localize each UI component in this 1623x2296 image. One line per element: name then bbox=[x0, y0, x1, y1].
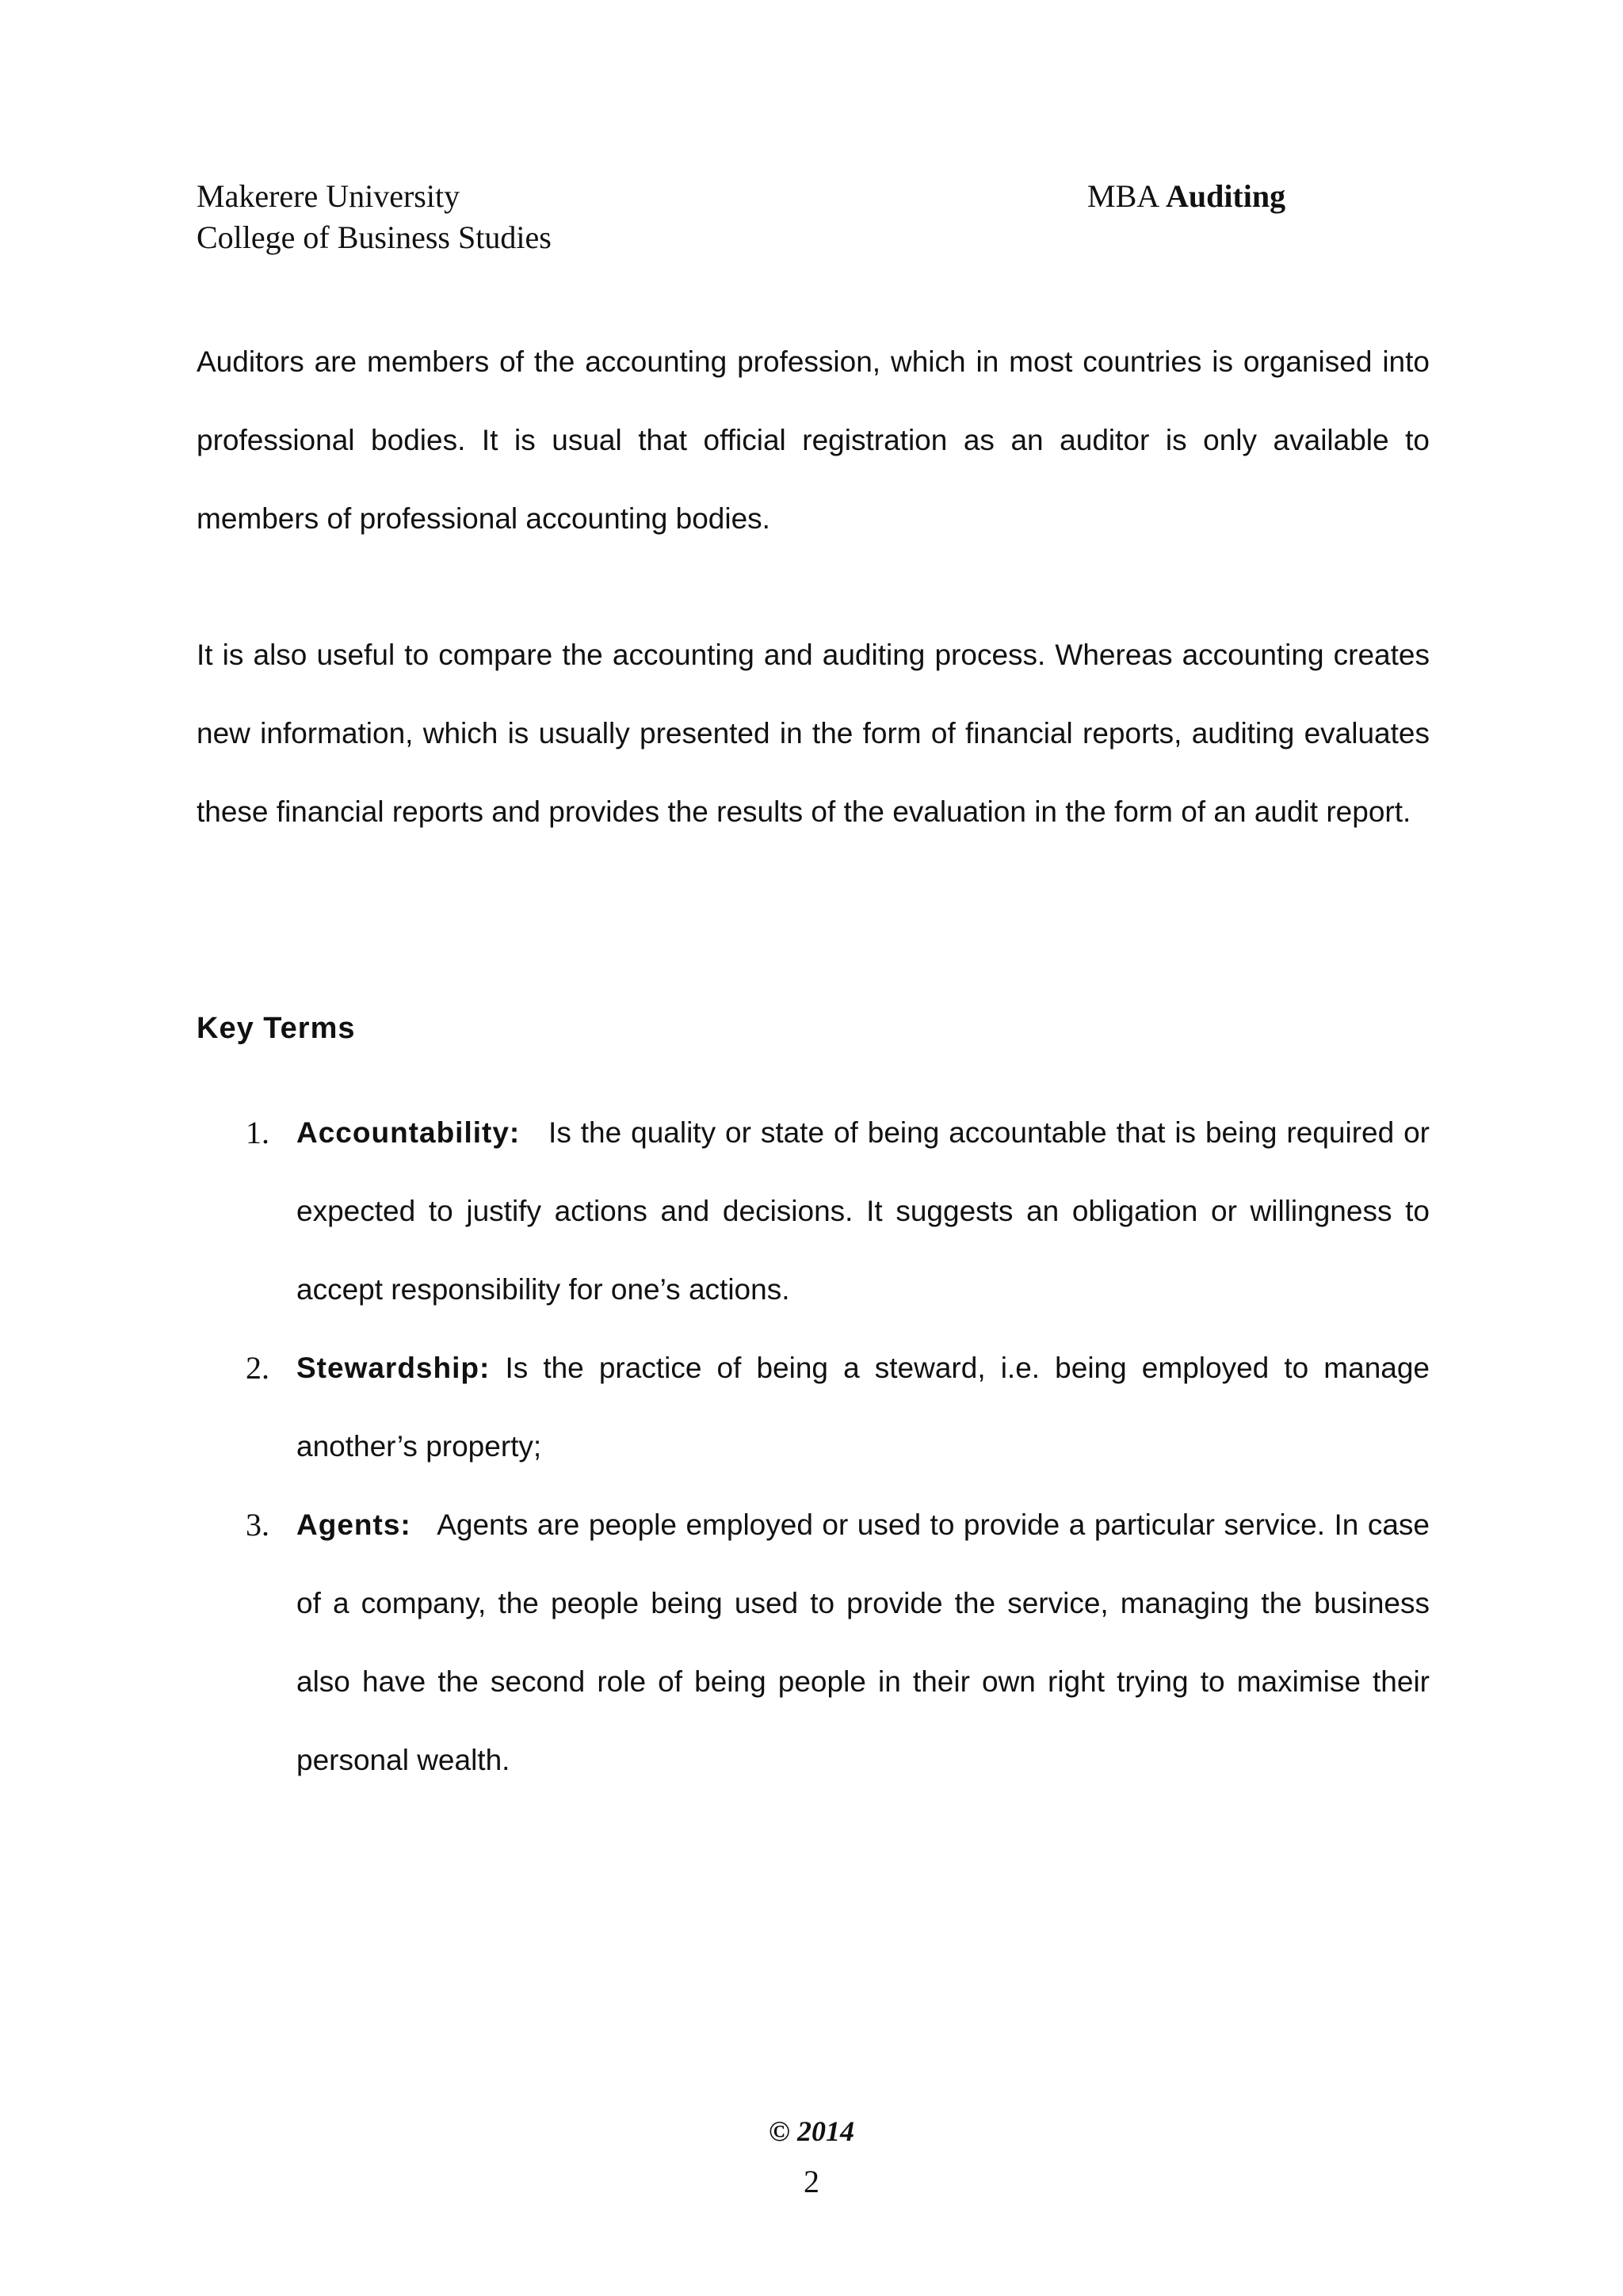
course-name: Auditing bbox=[1165, 178, 1286, 214]
term-definition: Is the practice of being a steward, i.e. being employed to manage another’s property; bbox=[296, 1352, 1430, 1463]
key-terms-list bbox=[197, 1093, 1430, 1799]
term-label: Stewardship: bbox=[296, 1352, 491, 1384]
list-number: 3. bbox=[246, 1507, 269, 1543]
list-number: 2. bbox=[246, 1350, 269, 1386]
list-item bbox=[197, 1093, 1430, 1329]
term-label: Agents: bbox=[296, 1508, 411, 1541]
institution-name: Makerere University bbox=[197, 178, 460, 214]
key-terms-heading: Key Terms bbox=[197, 1012, 356, 1045]
list-number: 1. bbox=[246, 1115, 269, 1150]
term-definition: Is the quality or state of being accountable that is being required or expected to justify actions and decisions. It suggests an obligation or willingness to accept responsibility for one’s actions. bbox=[296, 1116, 1430, 1306]
page-number: 2 bbox=[804, 2164, 819, 2199]
term-label: Accountability: bbox=[296, 1116, 521, 1149]
copyright-notice: © 2014 bbox=[769, 2115, 854, 2147]
list-item bbox=[197, 1486, 1430, 1799]
course-title bbox=[1087, 176, 1285, 217]
paragraph-auditors: Auditors are members of the accounting profession, which in most countries is organised into professional bodies. It is usual that official registration as an auditor is only available to members of professional accounting bodies. bbox=[197, 345, 1430, 535]
college-name: College of Business Studies bbox=[197, 219, 552, 255]
paragraph-comparison: It is also useful to compare the accounting and auditing process. Whereas accounting creates new information, which is usually presented in the form of financial reports, auditing evaluates these financial reports and provides the results of the evaluation in the form of an audit report. bbox=[197, 639, 1430, 828]
term-definition: Agents are people employed or used to provide a particular service. In case of a company, the people being used to provide the service, managing the business also have the second role of being people in their own right trying to maximise their personal wealth. bbox=[296, 1508, 1430, 1776]
course-prefix: MBA bbox=[1087, 178, 1158, 214]
list-item bbox=[197, 1329, 1430, 1486]
